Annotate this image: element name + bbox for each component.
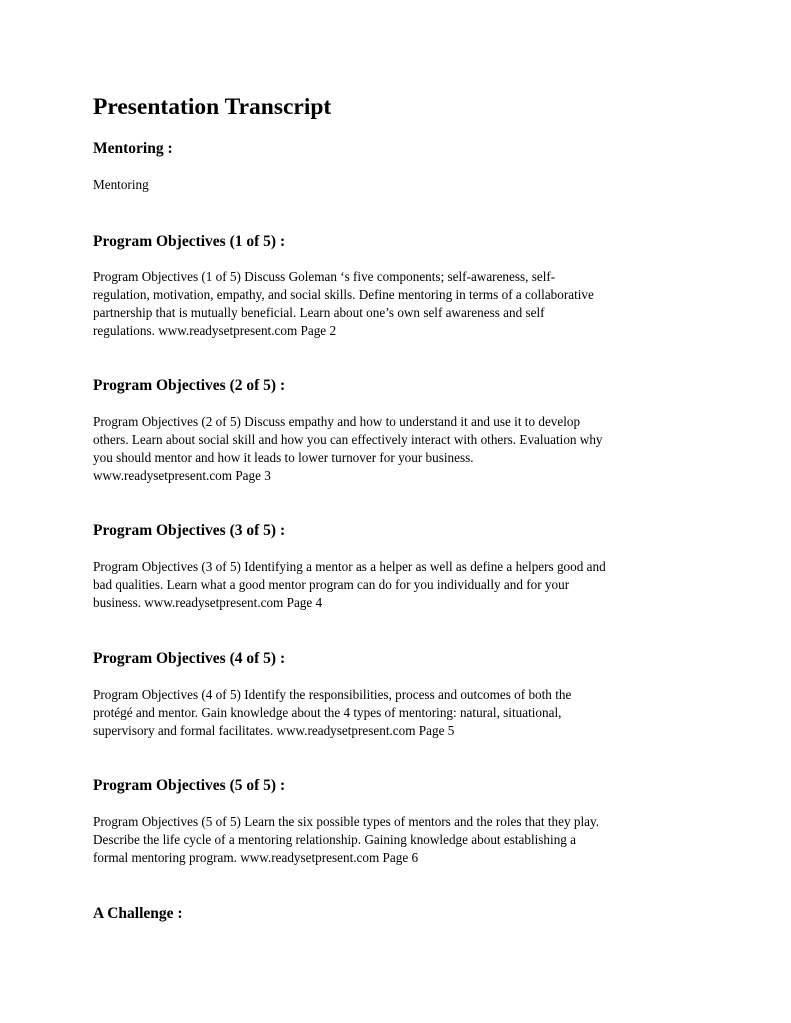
section-body-mentoring — [93, 176, 713, 194]
page-title: Presentation Transcript — [93, 94, 332, 120]
body-line: Program Objectives (5 of 5) Learn the six possible types of mentors and the roles that they play. — [93, 814, 600, 829]
section-body-objectives-2 — [93, 413, 713, 485]
body-line: regulations. www.readysetpresent.com Page 2 — [93, 323, 337, 339]
body-line: bad qualities. Learn what a good mentor program can do for you individually and for your — [93, 577, 570, 593]
body-line: Program Objectives (3 of 5) Identifying a mentor as a helper as well as define a helpers good and — [93, 559, 606, 574]
body-line: Describe the life cycle of a mentoring relationship. Gaining knowledge about establishing a — [93, 832, 577, 848]
body-line: formal mentoring program. www.readysetpresent.com Page 6 — [93, 850, 419, 866]
section-body-objectives-3 — [93, 558, 713, 612]
body-line: others. Learn about social skill and how you can effectively interact with others. Evaluation why — [93, 432, 603, 448]
body-line: Mentoring — [93, 177, 149, 192]
section-heading-objectives-5: Program Objectives (5 of 5) : — [93, 777, 286, 794]
section-heading-objectives-1: Program Objectives (1 of 5) : — [93, 233, 286, 250]
section-heading-challenge: A Challenge : — [93, 905, 183, 922]
body-line: regulation, motivation, empathy, and social skills. Define mentoring in terms of a collaborative — [93, 287, 594, 303]
section-heading-objectives-2: Program Objectives (2 of 5) : — [93, 377, 286, 394]
body-line: supervisory and formal facilitates. www.readysetpresent.com Page 5 — [93, 723, 455, 739]
section-body-objectives-1 — [93, 268, 713, 340]
body-line: Program Objectives (4 of 5) Identify the responsibilities, process and outcomes of both the — [93, 687, 572, 702]
body-line: www.readysetpresent.com Page 3 — [93, 468, 271, 484]
section-body-objectives-4 — [93, 686, 713, 740]
body-line: partnership that is mutually beneficial. Learn about one’s own self awareness and self — [93, 305, 545, 321]
body-line: you should mentor and how it leads to lower turnover for your business. — [93, 450, 474, 466]
body-line: business. www.readysetpresent.com Page 4 — [93, 595, 323, 611]
body-line: Program Objectives (1 of 5) Discuss Goleman ‘s five components; self-awareness, self- — [93, 269, 556, 284]
section-heading-objectives-4: Program Objectives (4 of 5) : — [93, 650, 286, 667]
section-heading-mentoring: Mentoring : — [93, 140, 173, 157]
section-heading-objectives-3: Program Objectives (3 of 5) : — [93, 522, 286, 539]
section-body-objectives-5 — [93, 813, 713, 867]
body-line: protégé and mentor. Gain knowledge about the 4 types of mentoring: natural, situational, — [93, 705, 562, 721]
body-line: Program Objectives (2 of 5) Discuss empathy and how to understand it and use it to develop — [93, 414, 581, 429]
